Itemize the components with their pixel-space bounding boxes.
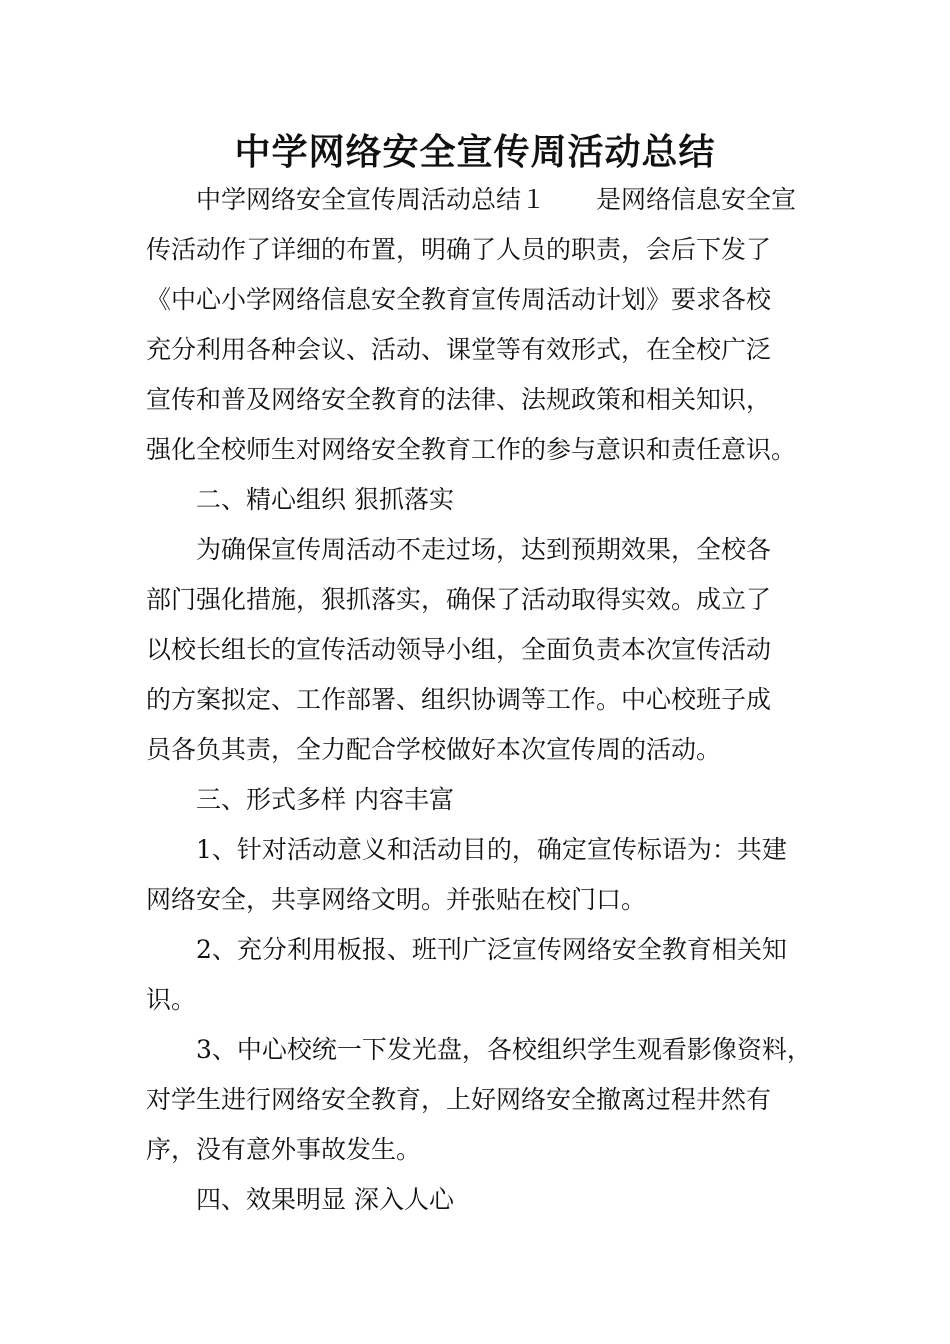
text-line: 1、针对活动意义和活动目的，确定宣传标语为：共建 [196,835,787,864]
document-title: 中学网络安全宣传周活动总结 [234,131,716,173]
text-line: 《中心小学网络信息安全教育宣传周活动计划》要求各校 [146,285,772,314]
text-line: 识。 [146,985,197,1014]
text-line: 部门强化措施，狠抓落实，确保了活动取得实效。成立了 [146,585,772,614]
text-line: 强化全校师生对网络安全教育工作的参与意识和责任意识。 [146,435,797,464]
text-line: 以校长组长的宣传活动领导小组，全面负责本次宣传活动 [146,635,772,664]
text-line: 的方案拟定、工作部署、组织协调等工作。中心校班子成 [146,685,772,714]
text-line: 网络安全，共享网络文明。并张贴在校门口。 [146,885,647,914]
text-line: 2、充分利用板报、班刊广泛宣传网络安全教育相关知 [196,935,787,964]
text-line: 为确保宣传周活动不走过场，达到预期效果，全校各 [196,535,772,564]
text-line: 宣传和普及网络安全教育的法律、法规政策和相关知识， [146,385,772,414]
section-heading: 二、精心组织 狠抓落实 [196,485,454,514]
section-heading: 四、效果明显 深入人心 [196,1185,454,1214]
text-line: 员各负其责，全力配合学校做好本次宣传周的活动。 [146,735,722,764]
text-line: 中学网络安全宣传周活动总结１ 是网络信息安全宣 [196,185,797,214]
text-line: 充分利用各种会议、活动、课堂等有效形式，在全校广泛 [146,335,772,364]
text-line: 传活动作了详细的布置，明确了人员的职责，会后下发了 [146,235,772,264]
text-line: 对学生进行网络安全教育，上好网络安全撤离过程井然有 [146,1085,772,1114]
text-line: 序，没有意外事故发生。 [146,1135,422,1164]
text-line: 3、中心校统一下发光盘，各校组织学生观看影像资料， [196,1035,812,1064]
section-heading: 三、形式多样 内容丰富 [196,785,454,814]
